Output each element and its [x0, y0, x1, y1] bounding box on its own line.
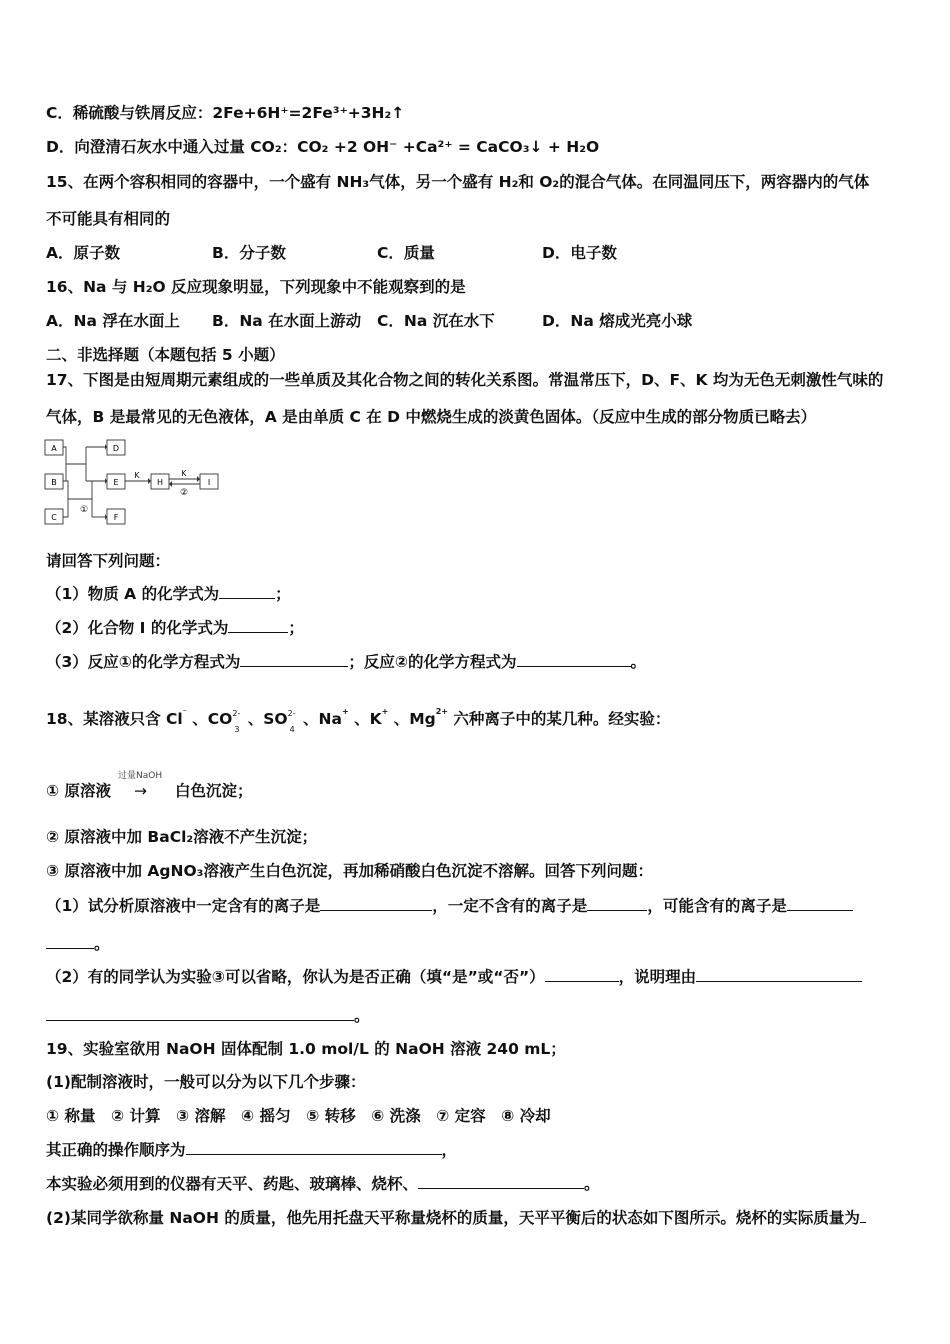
q14-option-c: C．稀硫酸与铁屑反应：2Fe+6H⁺=2Fe³⁺+3H₂↑: [46, 104, 405, 122]
q15-option-b: B．分子数: [212, 244, 286, 262]
node-c: C: [51, 513, 57, 522]
charge-cl: ⁻: [182, 707, 187, 716]
q18-sub2: [46, 967, 862, 987]
answer-blank[interactable]: [696, 967, 862, 982]
q14-option-d: D．向澄清石灰水中通入过量 CO₂：CO₂ +2 OH⁻ +Ca²⁺ = CaCO₃↓ + H₂O: [46, 138, 600, 156]
node-i: I: [207, 478, 211, 487]
sub-co3: 3: [234, 725, 240, 734]
q17-sub1: [46, 584, 291, 604]
q19-instruments-text: 本实验必须用到的仪器有天平、药匙、玻璃棒、烧杯、: [46, 1175, 419, 1193]
q18-stem-start: 18、某溶液只含 Cl: [46, 710, 183, 728]
q17-sub1-text: （1）物质 A 的化学式为: [46, 585, 220, 603]
answer-blank[interactable]: [545, 967, 619, 982]
q17-sub1-end: ；: [275, 585, 291, 603]
q17-sub3b: ；反应②的化学方程式为: [348, 653, 517, 671]
ion-k: 、K: [354, 710, 382, 728]
answer-blank[interactable]: [46, 934, 94, 949]
answer-blank[interactable]: [418, 1174, 584, 1189]
q17-sub2-text: （2）化合物 I 的化学式为: [46, 619, 229, 637]
q16-option-c: C．Na 沉在水下: [377, 312, 495, 330]
charge-mg: 2+: [435, 707, 448, 716]
q16-option-a: A．Na 浮在水面上: [46, 312, 180, 330]
exp1-result: 白色沉淀；: [175, 782, 253, 800]
q15-stem-line1: 15、在两个容积相同的容器中，一个盛有 NH₃气体，另一个盛有 H₂和 O₂的混合气体。在同温同压下，两容器内的气体: [46, 173, 870, 191]
q18-exp2: ② 原溶液中加 BaCl₂溶液不产生沉淀；: [46, 828, 318, 846]
q18-sub1-cont: [46, 934, 110, 954]
q19-sub1: (1)配制溶液时，一般可以分为以下几个步骤：: [46, 1073, 366, 1091]
ion-na: 、Na: [303, 710, 342, 728]
q18-stem: [46, 709, 670, 732]
charge-na: +: [341, 707, 349, 716]
q18-sub2-b: ，说明理由: [618, 968, 697, 986]
q19-stem: 19、实验室欲用 NaOH 固体配制 1.0 mol/L 的 NaOH 溶液 240 mL；: [46, 1040, 566, 1058]
q18-exp1: ① 原溶液: [46, 782, 112, 800]
q17-stem-line1: 17、下图是由短周期元素组成的一些单质及其化合物之间的转化关系图。常温常压下，D、F、K 均为无色无刺激性气味的: [46, 371, 884, 389]
q18-sub1-a: （1）试分析原溶液中一定含有的离子是: [46, 897, 321, 915]
answer-blank[interactable]: [186, 1140, 442, 1155]
q17-sub3-end: 。: [630, 653, 647, 671]
q15-option-d: D．电子数: [542, 244, 617, 262]
q18-stem-end: 六种离子中的某几种。经实验：: [453, 710, 671, 728]
answer-blank[interactable]: [46, 1006, 354, 1021]
charge-co3: 2-: [232, 709, 241, 718]
q19-steps: ① 称量 ② 计算 ③ 溶解 ④ 摇匀 ⑤ 转移 ⑥ 洗涤 ⑦ 定容 ⑧ 冷却: [46, 1107, 551, 1125]
exp1-reagent: 过量NaOH: [118, 771, 163, 781]
q15-option-a: A．原子数: [46, 244, 120, 262]
answer-blank[interactable]: [587, 896, 647, 911]
ion-so: 、SO: [247, 710, 288, 728]
q19-order-text: 其正确的操作顺序为: [46, 1141, 186, 1159]
q19-order: [46, 1140, 457, 1160]
q19-sub2-text: (2)某同学欲称量 NaOH 的质量，他先用托盘天平称量烧杯的质量，天平平衡后的状态如下图所示。烧杯的实际质量为: [46, 1209, 860, 1227]
charge-so4: 2-: [287, 709, 296, 718]
q16-option-b: B．Na 在水面上游动: [212, 312, 362, 330]
q19-order-end: ，: [441, 1141, 458, 1159]
q18-sub1-c: ，可能含有的离子是: [647, 897, 787, 915]
q18-sub1-b: ，一定不含有的离子是: [432, 897, 588, 915]
answer-blank[interactable]: [228, 618, 288, 633]
sub-so4: 4: [289, 725, 295, 734]
charge-k: +: [381, 707, 389, 716]
q17-stem-line2: 气体，B 是最常见的无色液体，A 是由单质 C 在 D 中燃烧生成的淡黄色固体。（反应中生成的部分物质已略去）: [46, 408, 817, 426]
q18-exp3: ③ 原溶液中加 AgNO₃溶液产生白色沉淀，再加稀硝酸白色沉淀不溶解。回答下列问题：: [46, 862, 653, 880]
answer-blank[interactable]: [860, 1208, 866, 1223]
q16-stem: 16、Na 与 H₂O 反应现象明显，下列现象中不能观察到的是: [46, 278, 466, 296]
q18-sub2-a: （2）有的同学认为实验③可以省略，你认为是否正确（填“是”或“否”）: [46, 968, 545, 986]
answer-blank[interactable]: [517, 652, 631, 667]
answer-blank[interactable]: [240, 652, 348, 667]
q18-sub1-end: 。: [94, 935, 110, 953]
q18-sub1: [46, 896, 853, 916]
ion-co: 、CO: [192, 710, 233, 728]
section-heading: 二、非选择题（本题包括 5 小题）: [46, 346, 285, 364]
q16-option-d: D．Na 熔成光亮小球: [542, 312, 693, 330]
node-a: A: [51, 444, 57, 453]
k-label-hi: K: [181, 469, 187, 478]
node-h: H: [156, 478, 164, 487]
reaction-2-label: ②: [179, 488, 189, 498]
node-d: D: [112, 444, 120, 453]
q18-sub2-end: 。: [354, 1007, 370, 1025]
answer-blank[interactable]: [787, 896, 853, 911]
answer-blank[interactable]: [219, 584, 275, 599]
exp1-arrow: →: [134, 782, 147, 800]
q19-instruments: [46, 1174, 600, 1194]
q19-sub2: [46, 1208, 866, 1228]
q17-sub3: [46, 652, 646, 672]
q17-sub2: [46, 618, 304, 638]
ion-mg: 、Mg: [393, 710, 436, 728]
q17-prompt: 请回答下列问题：: [46, 552, 171, 570]
q15-option-c: C．质量: [377, 244, 435, 262]
q17-sub3a: （3）反应①的化学方程式为: [46, 653, 241, 671]
q17-conversion-diagram: [44, 437, 224, 529]
q19-instruments-end: 。: [584, 1175, 600, 1193]
k-label-eh: K: [134, 471, 140, 480]
q18-sub2-cont: [46, 1006, 370, 1026]
q17-sub2-end: ；: [288, 619, 304, 637]
node-e: E: [113, 478, 119, 487]
reaction-1-label: ①: [79, 505, 89, 515]
node-b: B: [51, 478, 57, 487]
answer-blank[interactable]: [320, 896, 432, 911]
node-f: F: [113, 513, 119, 522]
q15-stem-line2: 不可能具有相同的: [46, 210, 171, 228]
